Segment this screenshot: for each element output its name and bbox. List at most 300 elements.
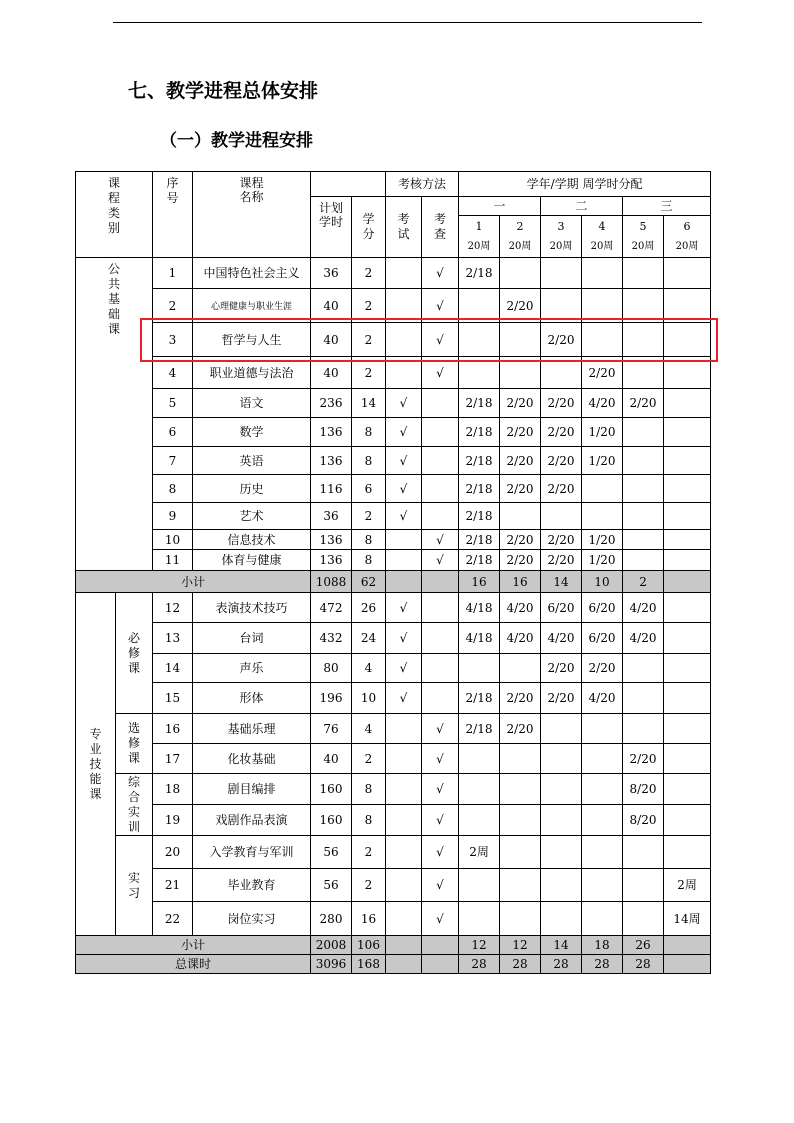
course-number-text: 17 xyxy=(164,751,181,766)
course-row-4 xyxy=(76,357,711,389)
header-blank xyxy=(311,172,386,197)
course-semester-1-text: 2/18 xyxy=(465,509,493,523)
course-hours xyxy=(311,902,352,936)
header-semester-number: 1 xyxy=(475,219,483,233)
course-hours-text: 36 xyxy=(323,266,339,280)
course-semester-4 xyxy=(582,503,623,530)
course-exam xyxy=(386,530,422,550)
course-name xyxy=(193,774,311,805)
course-hours xyxy=(311,836,352,869)
total-label-text: 总课时 xyxy=(174,957,211,971)
course-semester-1-text: 4/18 xyxy=(465,600,493,615)
header-credit-text: 学分 xyxy=(362,212,375,241)
course-check-text: √ xyxy=(436,878,444,892)
course-check-text: √ xyxy=(436,845,444,859)
course-semester-1 xyxy=(459,774,500,805)
course-row-10 xyxy=(76,530,711,550)
course-number-text: 9 xyxy=(168,509,177,523)
course-semester-4 xyxy=(582,836,623,869)
course-check xyxy=(422,357,459,389)
course-credit xyxy=(352,357,386,389)
subtotal-professional xyxy=(76,936,711,955)
course-hours xyxy=(311,805,352,836)
subtotal-public-semester-4-text: 10 xyxy=(594,574,610,589)
course-semester-1-text: 2/18 xyxy=(465,396,493,410)
group-comprehensive xyxy=(116,774,153,836)
subtotal-professional-semester-6 xyxy=(664,936,711,955)
course-exam xyxy=(386,389,422,418)
course-hours-text: 136 xyxy=(319,553,343,567)
course-number xyxy=(153,289,193,323)
subtotal-professional-semester-2-text: 12 xyxy=(512,938,528,952)
course-credit xyxy=(352,774,386,805)
course-name xyxy=(193,475,311,503)
course-check-text: √ xyxy=(436,365,444,380)
course-hours-text: 56 xyxy=(323,845,339,859)
course-number-text: 21 xyxy=(164,878,181,892)
course-credit-text: 10 xyxy=(360,691,377,705)
course-row-15 xyxy=(76,683,711,714)
course-semester-4-text: 2/20 xyxy=(588,661,616,675)
course-exam xyxy=(386,654,422,683)
course-semester-3 xyxy=(541,258,582,289)
course-semester-2-text: 4/20 xyxy=(506,600,534,615)
course-name xyxy=(193,714,311,744)
course-credit-text: 8 xyxy=(364,532,373,547)
course-credit-text: 2 xyxy=(364,878,373,892)
course-check-text: √ xyxy=(436,911,444,926)
course-semester-1 xyxy=(459,289,500,323)
course-semester-2 xyxy=(500,475,541,503)
header-exam-text: 考试 xyxy=(397,212,410,241)
course-hours xyxy=(311,623,352,654)
course-semester-5 xyxy=(623,683,664,714)
course-hours xyxy=(311,683,352,714)
course-hours-text: 76 xyxy=(323,721,339,736)
subtotal-professional-semester-3-text: 14 xyxy=(553,938,569,952)
course-check xyxy=(422,389,459,418)
header-assessment xyxy=(386,172,459,197)
course-credit xyxy=(352,503,386,530)
course-check xyxy=(422,593,459,623)
course-check-text: √ xyxy=(436,298,444,313)
course-semester-3 xyxy=(541,503,582,530)
course-check-text: √ xyxy=(436,553,444,567)
course-semester-6 xyxy=(664,902,711,936)
course-semester-1-text: 2/18 xyxy=(465,453,493,468)
header-semester-number: 2 xyxy=(516,219,524,233)
subtotal-public-exam xyxy=(386,571,422,593)
course-hours xyxy=(311,447,352,475)
course-semester-3-text: 4/20 xyxy=(547,631,575,645)
course-row-9 xyxy=(76,503,711,530)
course-credit xyxy=(352,323,386,357)
group-internship-text: 实习 xyxy=(128,870,141,900)
course-semester-4 xyxy=(582,258,623,289)
course-semester-5-text: 2/20 xyxy=(629,751,657,766)
subtotal-professional-semester-5-text: 26 xyxy=(635,938,651,952)
course-credit-text: 2 xyxy=(364,266,373,280)
course-name-text: 体育与健康 xyxy=(221,553,282,567)
subtotal-professional-hours xyxy=(311,936,352,955)
course-name xyxy=(193,805,311,836)
header-year-text: 三 xyxy=(660,199,673,213)
course-name-text: 形体 xyxy=(239,691,264,705)
teaching-plan-table xyxy=(75,171,711,974)
course-credit xyxy=(352,593,386,623)
subtotal-public-label-text: 小计 xyxy=(180,574,205,589)
subtotal-professional-semester-1-text: 12 xyxy=(471,938,487,952)
course-credit-text: 6 xyxy=(364,481,373,496)
course-row-2 xyxy=(76,289,711,323)
course-name-text: 信息技术 xyxy=(227,532,276,547)
header-semester-weeks: 20周 xyxy=(675,240,699,252)
header-exam xyxy=(386,197,422,258)
subtotal-public-check xyxy=(422,571,459,593)
course-semester-5 xyxy=(623,289,664,323)
course-exam xyxy=(386,503,422,530)
header-credit xyxy=(352,197,386,258)
course-hours xyxy=(311,593,352,623)
course-semester-6 xyxy=(664,805,711,836)
header-semester-weeks: 20周 xyxy=(590,240,614,252)
course-number xyxy=(153,744,193,774)
total-check xyxy=(422,955,459,974)
course-semester-1 xyxy=(459,550,500,571)
course-semester-4 xyxy=(582,475,623,503)
header-semester-weeks: 20周 xyxy=(631,240,655,252)
course-name xyxy=(193,258,311,289)
course-semester-4-text: 1/20 xyxy=(588,425,616,439)
subtotal-professional-exam xyxy=(386,936,422,955)
course-exam xyxy=(386,418,422,447)
course-number xyxy=(153,550,193,571)
header-seq-text: 序号 xyxy=(166,176,179,205)
course-exam xyxy=(386,623,422,654)
course-semester-1-text: 2周 xyxy=(469,845,489,859)
course-row-8 xyxy=(76,475,711,503)
course-credit-text: 2 xyxy=(364,298,373,313)
course-name-text: 哲学与人生 xyxy=(221,332,282,347)
course-semester-2 xyxy=(500,683,541,714)
course-semester-4-text: 1/20 xyxy=(588,553,616,567)
course-credit-text: 4 xyxy=(364,721,373,736)
course-hours xyxy=(311,774,352,805)
course-credit-text: 8 xyxy=(364,782,373,796)
course-name xyxy=(193,530,311,550)
course-exam xyxy=(386,805,422,836)
course-row-13 xyxy=(76,623,711,654)
course-name-text: 中国特色社会主义 xyxy=(203,266,300,280)
course-number xyxy=(153,869,193,902)
course-exam xyxy=(386,836,422,869)
course-row-14 xyxy=(76,654,711,683)
course-semester-2-text: 2/20 xyxy=(506,396,534,410)
course-number xyxy=(153,714,193,744)
course-name xyxy=(193,289,311,323)
course-name xyxy=(193,654,311,683)
course-semester-3-text: 2/20 xyxy=(547,396,575,410)
course-name-text: 职业道德与法治 xyxy=(209,365,294,380)
course-semester-2-text: 2/20 xyxy=(506,721,534,736)
header-semester-weeks: 20周 xyxy=(467,240,491,252)
course-semester-2-text: 2/20 xyxy=(506,298,534,313)
course-hours xyxy=(311,323,352,357)
course-name xyxy=(193,593,311,623)
total xyxy=(76,955,711,974)
course-semester-4 xyxy=(582,623,623,654)
course-name-text: 数学 xyxy=(239,425,264,439)
course-semester-2-text: 2/20 xyxy=(506,532,534,547)
course-name xyxy=(193,357,311,389)
course-exam-text: √ xyxy=(399,631,408,645)
course-semester-3-text: 2/20 xyxy=(547,425,575,439)
course-semester-1 xyxy=(459,654,500,683)
course-semester-1 xyxy=(459,593,500,623)
subtotal-professional-hours-text: 2008 xyxy=(315,938,347,952)
course-number xyxy=(153,530,193,550)
course-semester-4 xyxy=(582,683,623,714)
course-row-20 xyxy=(76,836,711,869)
course-number xyxy=(153,357,193,389)
course-number xyxy=(153,389,193,418)
course-number-text: 22 xyxy=(164,911,181,926)
header-semester-dist xyxy=(459,172,711,197)
course-semester-2 xyxy=(500,530,541,550)
course-semester-5 xyxy=(623,836,664,869)
subtotal-public-semester-3 xyxy=(541,571,582,593)
header-semester xyxy=(582,216,623,258)
course-credit-text: 8 xyxy=(364,453,373,468)
course-number-text: 12 xyxy=(164,600,181,615)
course-semester-5 xyxy=(623,530,664,550)
course-semester-4-text: 6/20 xyxy=(588,600,616,615)
course-exam xyxy=(386,683,422,714)
course-number-text: 16 xyxy=(164,721,181,736)
course-semester-3 xyxy=(541,654,582,683)
course-semester-1 xyxy=(459,323,500,357)
total-hours-text: 3096 xyxy=(315,957,347,971)
course-semester-4 xyxy=(582,593,623,623)
course-hours-text: 160 xyxy=(319,782,343,796)
course-number xyxy=(153,683,193,714)
course-number-text: 13 xyxy=(164,631,181,645)
course-name xyxy=(193,623,311,654)
course-semester-3 xyxy=(541,389,582,418)
course-semester-2-text: 4/20 xyxy=(506,631,534,645)
course-semester-2-text: 2/20 xyxy=(506,553,534,567)
course-semester-4 xyxy=(582,389,623,418)
course-semester-5 xyxy=(623,389,664,418)
course-hours-text: 136 xyxy=(319,453,343,468)
course-semester-6 xyxy=(664,323,711,357)
course-semester-5 xyxy=(623,714,664,744)
course-number xyxy=(153,902,193,936)
total-semester-2 xyxy=(500,955,541,974)
header-assessment-text: 考核方法 xyxy=(398,177,447,191)
total-credit-text: 168 xyxy=(357,957,380,971)
header-semester xyxy=(459,216,500,258)
course-exam-text: √ xyxy=(399,425,408,439)
course-credit xyxy=(352,623,386,654)
course-name xyxy=(193,447,311,475)
course-name xyxy=(193,550,311,571)
course-number xyxy=(153,805,193,836)
course-semester-6 xyxy=(664,289,711,323)
course-semester-1 xyxy=(459,744,500,774)
course-check xyxy=(422,503,459,530)
header-semester xyxy=(664,216,711,258)
course-exam xyxy=(386,289,422,323)
course-semester-5 xyxy=(623,323,664,357)
course-semester-3 xyxy=(541,530,582,550)
course-number xyxy=(153,418,193,447)
course-name-text: 表演技术技巧 xyxy=(215,600,288,615)
course-hours-text: 280 xyxy=(319,911,343,926)
header-semester-number: 4 xyxy=(598,219,606,233)
course-semester-4 xyxy=(582,654,623,683)
course-semester-4 xyxy=(582,550,623,571)
course-semester-2 xyxy=(500,714,541,744)
course-row-19 xyxy=(76,805,711,836)
course-exam-text: √ xyxy=(399,691,408,705)
course-hours-text: 40 xyxy=(323,365,339,380)
subtotal-public-semester-4 xyxy=(582,571,623,593)
course-semester-1 xyxy=(459,683,500,714)
subtotal-professional-semester-4-text: 18 xyxy=(594,938,610,952)
course-check xyxy=(422,714,459,744)
course-semester-1 xyxy=(459,902,500,936)
course-exam xyxy=(386,714,422,744)
course-row-6 xyxy=(76,418,711,447)
course-name-text: 剧目编排 xyxy=(227,782,276,796)
course-semester-5-text: 8/20 xyxy=(629,813,657,827)
course-hours xyxy=(311,357,352,389)
course-semester-1 xyxy=(459,714,500,744)
course-semester-3-text: 2/20 xyxy=(547,661,575,675)
course-semester-6 xyxy=(664,258,711,289)
course-exam xyxy=(386,774,422,805)
course-row-7 xyxy=(76,447,711,475)
group-comprehensive-text: 综合实训 xyxy=(128,774,141,834)
course-credit xyxy=(352,389,386,418)
course-check xyxy=(422,475,459,503)
course-semester-6 xyxy=(664,550,711,571)
subtotal-public-semester-5 xyxy=(623,571,664,593)
course-number-text: 20 xyxy=(164,845,181,859)
course-name-text: 岗位实习 xyxy=(227,911,276,926)
course-number xyxy=(153,258,193,289)
course-semester-6 xyxy=(664,654,711,683)
course-semester-6 xyxy=(664,623,711,654)
total-semester-5-text: 28 xyxy=(635,957,651,971)
section-title: 七、教学进程总体安排 xyxy=(128,80,319,102)
course-semester-5 xyxy=(623,869,664,902)
course-exam-text: √ xyxy=(399,481,408,496)
course-row-17 xyxy=(76,744,711,774)
course-credit xyxy=(352,289,386,323)
group-public-text: 公共基础课 xyxy=(108,262,121,336)
course-semester-3 xyxy=(541,593,582,623)
course-semester-5 xyxy=(623,258,664,289)
course-exam-text: √ xyxy=(399,600,408,615)
course-hours xyxy=(311,389,352,418)
course-row-3 xyxy=(76,323,711,357)
course-semester-2 xyxy=(500,503,541,530)
course-name xyxy=(193,503,311,530)
course-number xyxy=(153,654,193,683)
course-semester-4 xyxy=(582,357,623,389)
header-semester-number: 6 xyxy=(683,219,691,233)
course-semester-2 xyxy=(500,447,541,475)
course-exam-text: √ xyxy=(399,509,408,523)
course-semester-1-text: 2/18 xyxy=(465,691,493,705)
course-check-text: √ xyxy=(436,332,444,347)
course-exam xyxy=(386,744,422,774)
header-semester-weeks: 20周 xyxy=(508,240,532,252)
course-semester-2 xyxy=(500,323,541,357)
course-exam xyxy=(386,902,422,936)
course-exam xyxy=(386,323,422,357)
course-semester-2-text: 2/20 xyxy=(506,481,534,496)
course-semester-2 xyxy=(500,418,541,447)
course-semester-2 xyxy=(500,550,541,571)
course-semester-6 xyxy=(664,683,711,714)
total-hours xyxy=(311,955,352,974)
course-hours-text: 136 xyxy=(319,425,343,439)
course-check xyxy=(422,654,459,683)
course-semester-1 xyxy=(459,805,500,836)
course-semester-4 xyxy=(582,289,623,323)
header-semester xyxy=(541,216,582,258)
course-semester-3 xyxy=(541,744,582,774)
course-semester-1 xyxy=(459,389,500,418)
course-credit xyxy=(352,530,386,550)
course-number-text: 2 xyxy=(168,298,177,313)
course-semester-4-text: 4/20 xyxy=(588,396,616,410)
group-elective-text: 选修课 xyxy=(128,721,141,765)
course-semester-5 xyxy=(623,593,664,623)
course-semester-6 xyxy=(664,389,711,418)
course-semester-3 xyxy=(541,550,582,571)
course-credit-text: 2 xyxy=(364,845,373,859)
course-number xyxy=(153,323,193,357)
course-credit xyxy=(352,836,386,869)
course-name-text: 戏剧作品表演 xyxy=(215,813,288,827)
header-plan-hours-line: 学时 xyxy=(318,215,343,229)
course-semester-1-text: 2/18 xyxy=(465,266,493,280)
course-name-text: 艺术 xyxy=(239,509,264,523)
course-semester-4 xyxy=(582,869,623,902)
course-check xyxy=(422,323,459,357)
course-semester-4 xyxy=(582,902,623,936)
total-semester-4 xyxy=(582,955,623,974)
course-semester-1 xyxy=(459,475,500,503)
course-name xyxy=(193,323,311,357)
course-number-text: 8 xyxy=(168,481,177,496)
header-check-text: 考查 xyxy=(434,212,447,241)
group-elective xyxy=(116,714,153,774)
course-semester-1 xyxy=(459,623,500,654)
header-course-name-line: 名称 xyxy=(239,190,264,204)
subtotal-public-credit xyxy=(352,571,386,593)
course-name xyxy=(193,418,311,447)
course-number xyxy=(153,447,193,475)
course-check-text: √ xyxy=(436,721,444,736)
total-semester-4-text: 28 xyxy=(594,957,610,971)
header-semester xyxy=(500,216,541,258)
course-semester-2 xyxy=(500,805,541,836)
